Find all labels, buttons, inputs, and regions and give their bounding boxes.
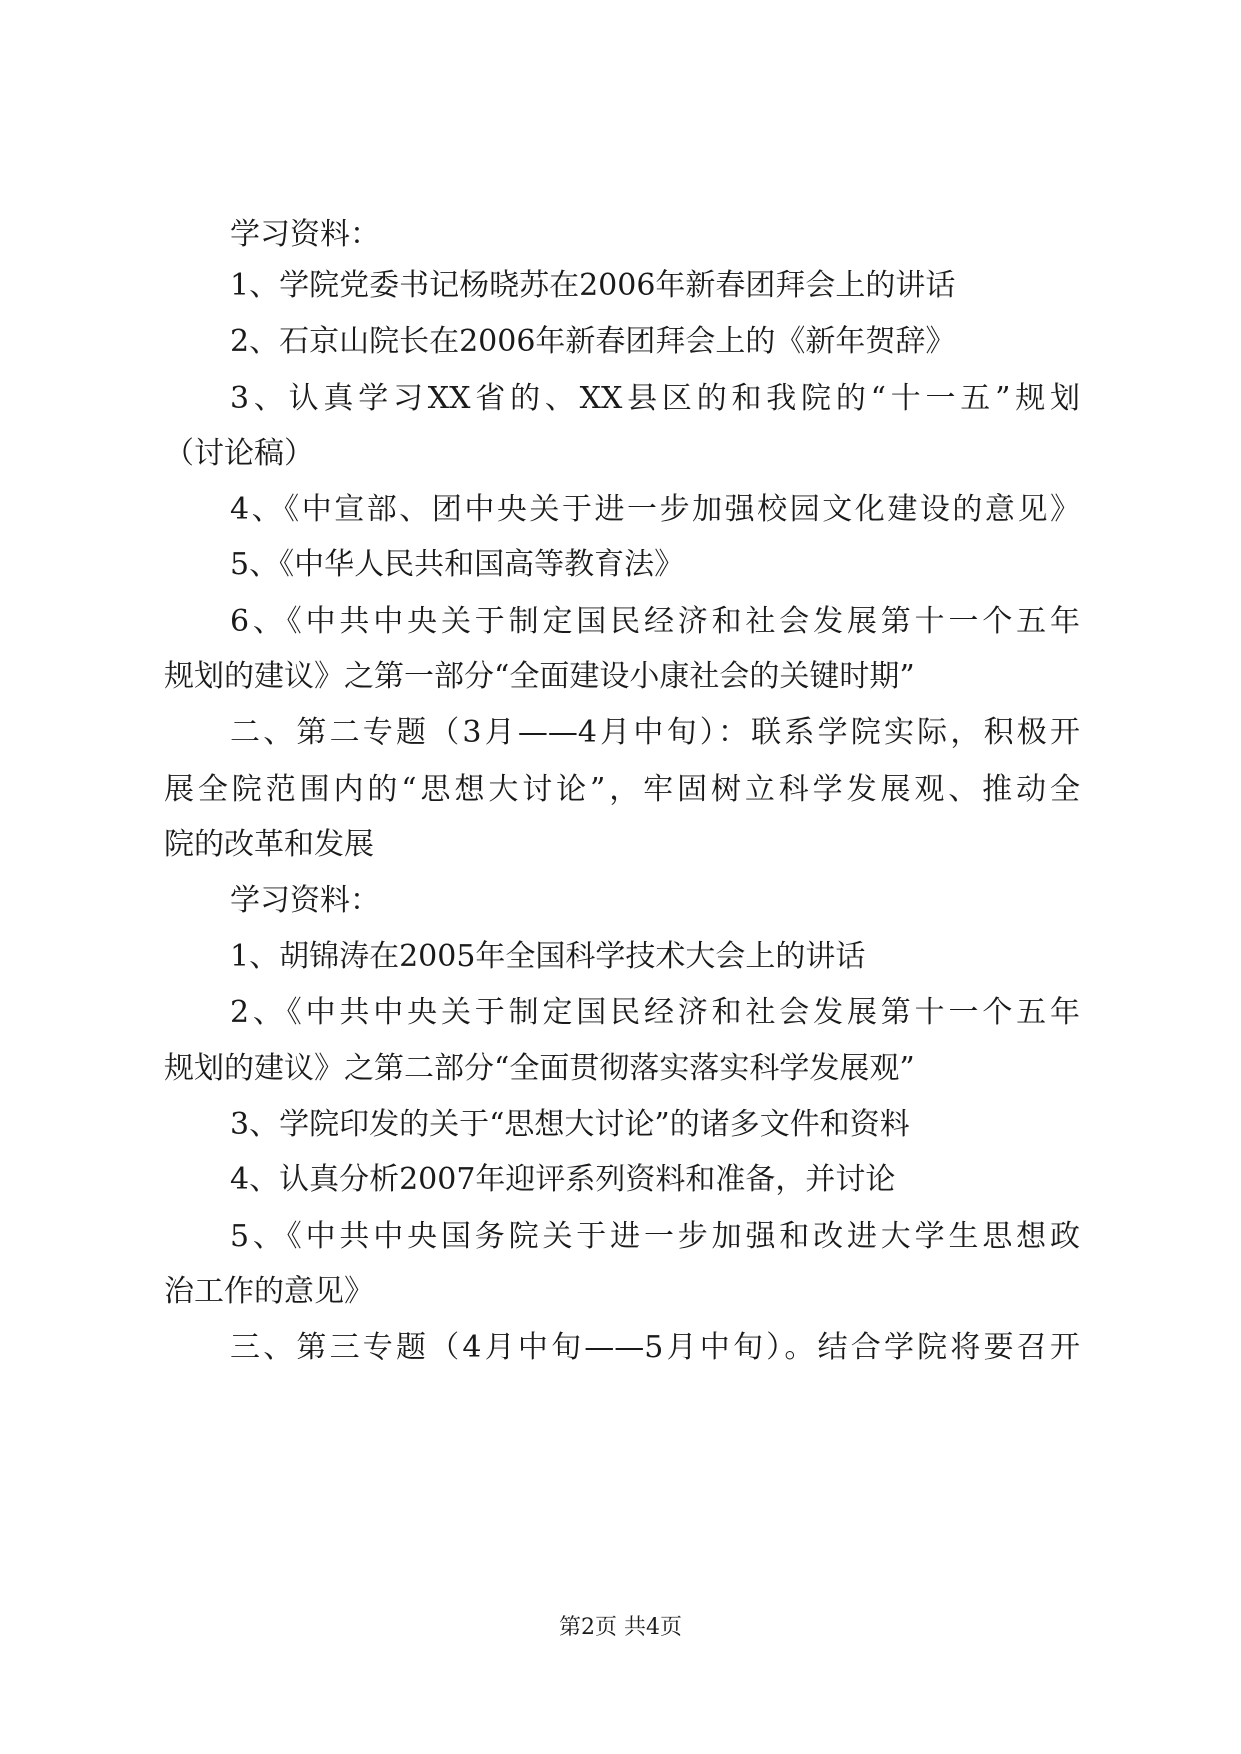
list-item: 5、《中华人民共和国高等教育法》 xyxy=(230,547,685,582)
list-item-continuation: 治工作的意见》 xyxy=(164,1274,374,1309)
list-item: 3、学院印发的关于“思想大讨论”的诸多文件和资料 xyxy=(230,1107,910,1142)
list-item: 4、《中宣部、团中央关于进一步加强校园文化建设的意见》 xyxy=(230,492,1080,527)
list-item: 2、石京山院长在2006年新春团拜会上的《新年贺辞》 xyxy=(230,324,956,359)
section-heading-study-materials: 学习资料： xyxy=(230,883,380,918)
topic-paragraph-continuation: 院的改革和发展 xyxy=(164,827,374,862)
list-item: 6、《中共中央关于制定国民经济和社会发展第十一个五年 xyxy=(230,604,1080,639)
list-item: 5、《中共中央国务院关于进一步加强和改进大学生思想政 xyxy=(230,1219,1080,1254)
topic-paragraph: 二、第二专题（3月——4月中旬）：联系学院实际，积极开 xyxy=(230,715,1080,750)
list-item: 1、学院党委书记杨晓苏在2006年新春团拜会上的讲话 xyxy=(230,268,956,303)
list-item: 4、认真分析2007年迎评系列资料和准备，并讨论 xyxy=(230,1162,896,1197)
list-item: 3、认真学习XX省的、XX县区的和我院的“十一五”规划 xyxy=(230,381,1080,416)
list-item-continuation: 规划的建议》之第一部分“全面建设小康社会的关键时期” xyxy=(164,659,915,694)
topic-paragraph-continuation: 展全院范围内的“思想大讨论”，牢固树立科学发展观、推动全 xyxy=(164,772,1080,807)
list-item: 1、胡锦涛在2005年全国科学技术大会上的讲话 xyxy=(230,939,866,974)
list-item: 2、《中共中央关于制定国民经济和社会发展第十一个五年 xyxy=(230,995,1080,1030)
list-item-continuation: （讨论稿） xyxy=(164,436,314,471)
topic-paragraph: 三、第三专题（4月中旬——5月中旬）。结合学院将要召开 xyxy=(230,1330,1080,1365)
list-item-continuation: 规划的建议》之第二部分“全面贯彻落实落实科学发展观” xyxy=(164,1051,915,1086)
section-heading-study-materials: 学习资料： xyxy=(230,217,380,252)
page-number-footer: 第2页 共4页 xyxy=(559,1615,682,1640)
